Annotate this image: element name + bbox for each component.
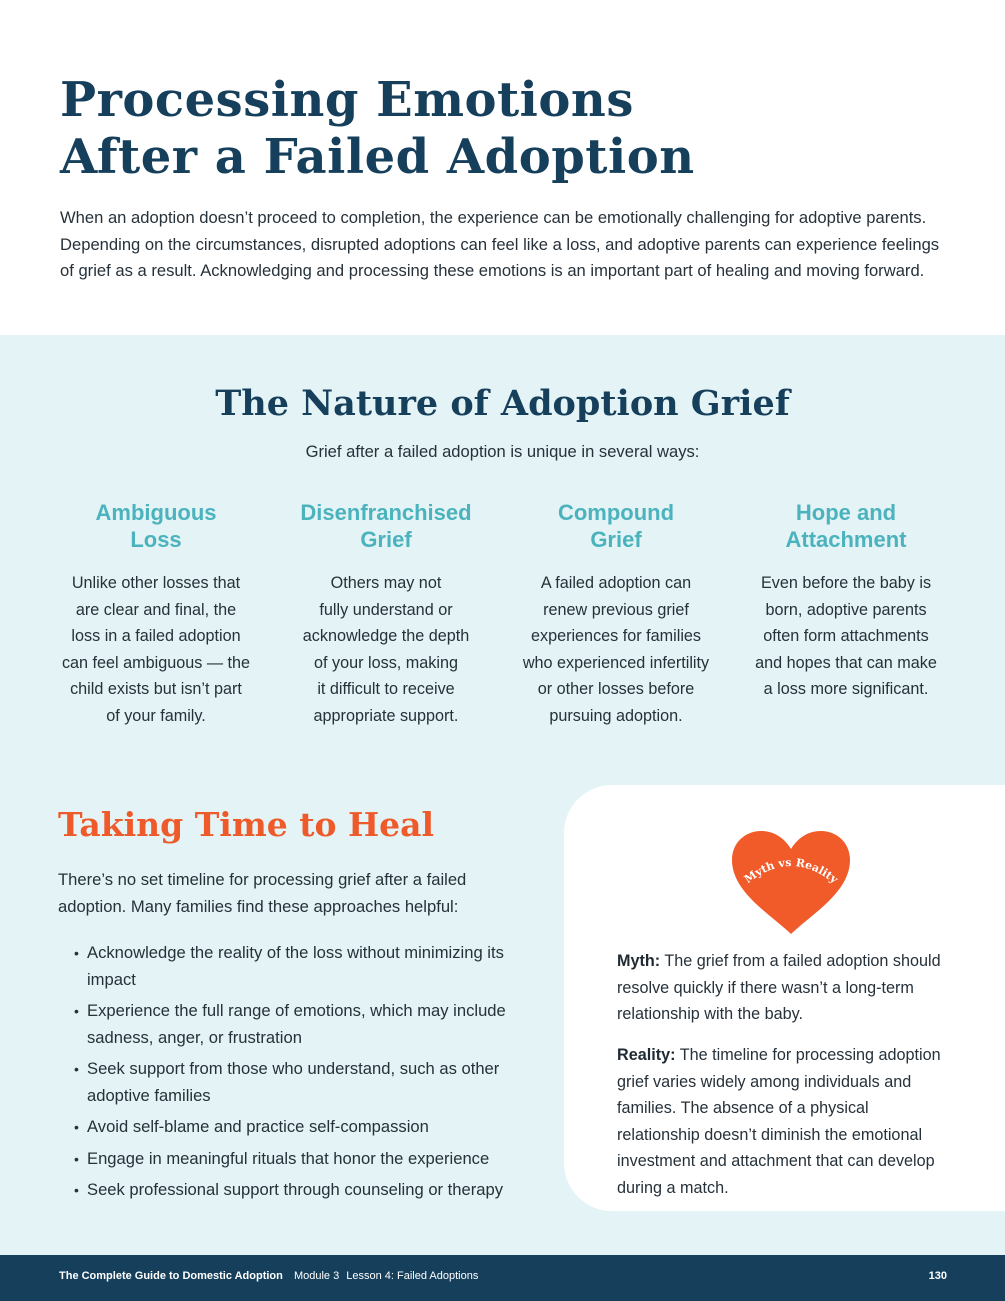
body-line: of your family. [106, 706, 206, 725]
title-line: Disenfranchised [300, 500, 472, 525]
body-line: A failed adoption can [540, 574, 692, 592]
grief-column-title [506, 500, 726, 553]
title-line: Grief [590, 526, 642, 552]
nature-section-subtitle: Grief after a failed adoption is unique in several ways: [305, 442, 700, 461]
list-item: • Experience the full range of emotions, which may include sadness, anger, or frustration [74, 998, 524, 1051]
body-line: Unlike other losses that [71, 574, 241, 592]
page-number: 130 [928, 1270, 947, 1282]
myth-statement [617, 948, 947, 1028]
grief-column-body [736, 570, 956, 703]
title-line: Grief [360, 526, 412, 552]
grief-column-ambiguous-loss [46, 500, 266, 729]
title-line: Compound [557, 500, 675, 525]
body-line: often form attachments [763, 627, 929, 645]
grief-column-title [276, 500, 496, 553]
nature-section-title: The Nature of Adoption Grief [215, 383, 790, 424]
body-line: a loss more significant. [763, 680, 929, 698]
grief-column-compound-grief [506, 500, 726, 729]
grief-column-body [276, 570, 496, 729]
body-line: renew previous grief [543, 600, 689, 619]
body-line: and hopes that can make [755, 653, 937, 672]
grief-column-body [46, 570, 266, 729]
body-line: Others may not [330, 574, 442, 592]
heal-section-intro: There’s no set timeline for processing grief after a failed adoption. Many families find these approaches helpful: [58, 870, 467, 916]
intro-paragraph: When an adoption doesn’t proceed to completion, the experience can be emotionally challenging for adoptive parents. Depending on the circumstances, disrupted adoptions can feel like a loss, and adoptive parents can experience feelings of grief as a result. Acknowledging and processing these emotions is an important part of healing and moving forward. [60, 208, 940, 280]
body-line: who experienced infertility [522, 653, 710, 672]
grief-column-title [46, 500, 266, 553]
myth-text: The grief from a failed adoption should resolve quickly if there wasn’t a long-term relationship with the baby. [617, 952, 941, 1023]
body-line: it difficult to receive [317, 680, 455, 698]
grief-column-hope-and-attachment [736, 500, 956, 703]
list-item: • Acknowledge the reality of the loss without minimizing its impact [74, 940, 524, 993]
title-line: Loss [130, 526, 182, 552]
grief-column-disenfranchised-grief [276, 500, 496, 729]
page-title [60, 72, 940, 186]
body-line: child exists but isn’t part [70, 680, 242, 698]
page-title-line-1: Processing Emotions [60, 72, 634, 128]
body-line: are clear and final, the [75, 600, 237, 619]
list-item: • Avoid self-blame and practice self-compassion [74, 1114, 524, 1141]
body-line: Even before the baby is [760, 574, 932, 592]
footer-module: Module 3 [293, 1270, 340, 1282]
body-line: loss in a failed adoption [71, 627, 241, 645]
list-item: • Seek support from those who understand, such as other adoptive families [74, 1056, 524, 1109]
title-line: Hope and [795, 500, 897, 525]
heart-icon [730, 830, 852, 936]
footer-breadcrumb [59, 1268, 478, 1284]
body-line: pursuing adoption. [549, 706, 683, 725]
body-line: born, adoptive parents [765, 600, 927, 619]
myth-label: Myth: [617, 952, 661, 970]
heal-section-title: Taking Time to Heal [58, 805, 435, 844]
title-line: Ambiguous [95, 500, 217, 525]
list-item: • Engage in meaningful rituals that honor the experience [74, 1146, 524, 1173]
page-title-line-2: After a Failed Adoption [60, 129, 695, 185]
grief-column-title [736, 500, 956, 553]
body-line: acknowledge the depth [302, 627, 470, 645]
page-footer [0, 1255, 1005, 1301]
footer-lesson: Lesson 4: Failed Adoptions [346, 1270, 479, 1282]
body-line: experiences for families [530, 627, 702, 645]
heal-approaches-list [74, 940, 524, 1209]
list-item: • Seek professional support through counseling or therapy [74, 1177, 524, 1204]
myth-vs-reality-badge: Myth vs Reality [741, 855, 841, 887]
reality-text: The timeline for processing adoption grief varies widely among individuals and families. The absence of a physical relationship doesn’t diminish the emotional investment and attachment that can develop during a match. [617, 1046, 941, 1197]
body-line: of your loss, making [314, 653, 458, 672]
body-line: fully understand or [319, 600, 453, 619]
body-line: or other losses before [537, 680, 695, 698]
grief-column-body [506, 570, 726, 729]
title-line: Attachment [785, 526, 907, 552]
body-line: can feel ambiguous — the [61, 653, 251, 672]
reality-label: Reality: [617, 1046, 676, 1064]
footer-guide-title: The Complete Guide to Domestic Adoption [59, 1270, 283, 1282]
body-line: appropriate support. [313, 706, 459, 725]
reality-statement [617, 1042, 947, 1201]
